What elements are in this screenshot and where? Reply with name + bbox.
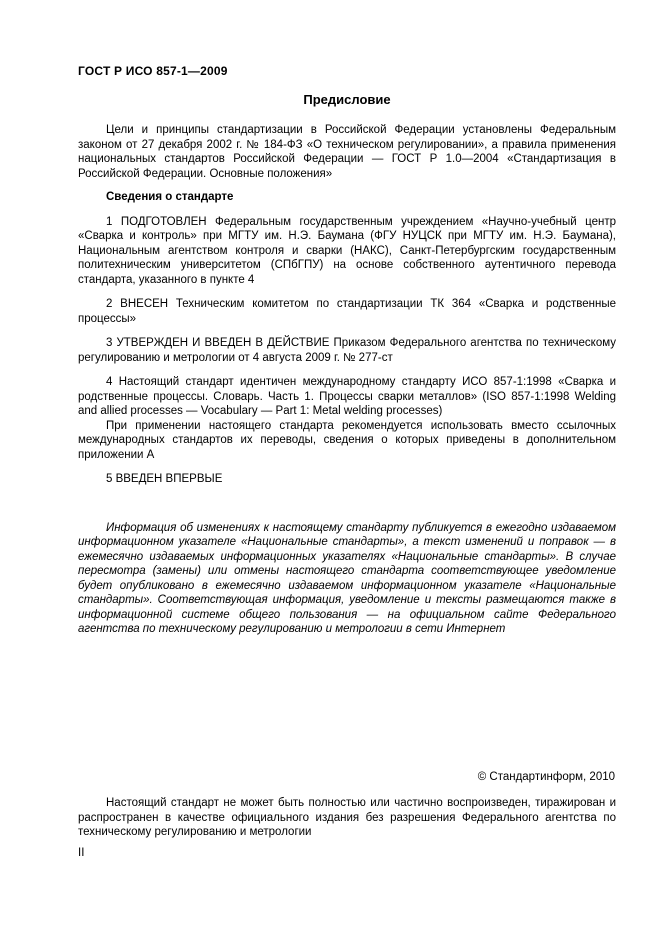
standard-info-item-5: 5 ВВЕДЕН ВПЕРВЫЕ <box>106 473 223 485</box>
page-title: Предисловие <box>303 91 391 107</box>
standard-info-item-1: 1 ПОДГОТОВЛЕН Федеральным государственным учреждением «Научно-учебный центр «Сварка и контроль» при МГТУ им. Н.Э. Баумана (ФГУ НУЦСК при МГТУ им. Н.Э. Баумана), Национальным агентством контроля и сварки (НАКС), Санкт-Петербургским государственным политехническим университетом (СПбГПУ) на основе собственного аутентичного перевода стандарта, указанного в пункте 4 <box>78 215 616 286</box>
standard-info-item-3: 3 УТВЕРЖДЕН И ВВЕДЕН В ДЕЙСТВИЕ Приказом Федерального агентства по техническому регулированию и метрологии от 4 августа 2009 г. № 277-ст <box>78 337 616 364</box>
standard-info-heading: Сведения о стандарте <box>106 191 234 203</box>
publication-note: Информация об изменениях к настоящему стандарту публикуется в ежегодно издаваемом информационном указателе «Национальные стандарты», а текст изменений и поправок — в ежемесячно издаваемых информационных указателях «Национальные стандарты». В случае пересмотра (замены) или отмены настоящего стандарта соответствующее уведомление будет опубликовано в ежемесячно издаваемом информационном указателе «Национальные стандарты». Соответствующая информация, уведомление и тексты размещаются также в информационной системе общего пользования — на официальном сайте Федерального агентства по техническому регулированию и метрологии в сети Интернет <box>78 521 616 635</box>
page-number: II <box>78 847 85 859</box>
reproduction-notice: Настоящий стандарт не может быть полностью или частично воспроизведен, тиражирован и распространен в качестве официального издания без разрешения Федерального агентства по техническому регулированию и метрологии <box>78 797 616 838</box>
standard-info-item-4: 4 Настоящий стандарт идентичен международному стандарту ИСО 857-1:1998 «Сварка и родственные процессы. Словарь. Часть 1. Процессы сварки металлов» (ISO 857-1:1998 Welding and allied processes — Vocabulary — Part 1: Metal welding processes) <box>78 376 616 417</box>
page-content <box>78 0 616 637</box>
document-code: ГОСТ Р ИСО 857-1—2009 <box>78 64 228 78</box>
foreword-intro: Цели и принципы стандартизации в Российской Федерации установлены Федеральным законом от 27 декабря 2002 г. № 184-ФЗ «О техническом регулировании», а правила применения национальных стандартов Российской Федерации — ГОСТ Р 1.0—2004 «Стандартизация в Российской Федерации. Основные положения» <box>78 124 616 180</box>
standard-info-item-2: 2 ВНЕСЕН Техническим комитетом по стандартизации ТК 364 «Сварка и родственные процессы» <box>78 298 616 325</box>
standard-info-item-4-continuation: При применении настоящего стандарта рекомендуется использовать вместо ссылочных международных стандартов их переводы, сведения о которых приведены в дополнительном приложении А <box>78 419 616 461</box>
copyright-notice: © Стандартинформ, 2010 <box>477 771 615 783</box>
